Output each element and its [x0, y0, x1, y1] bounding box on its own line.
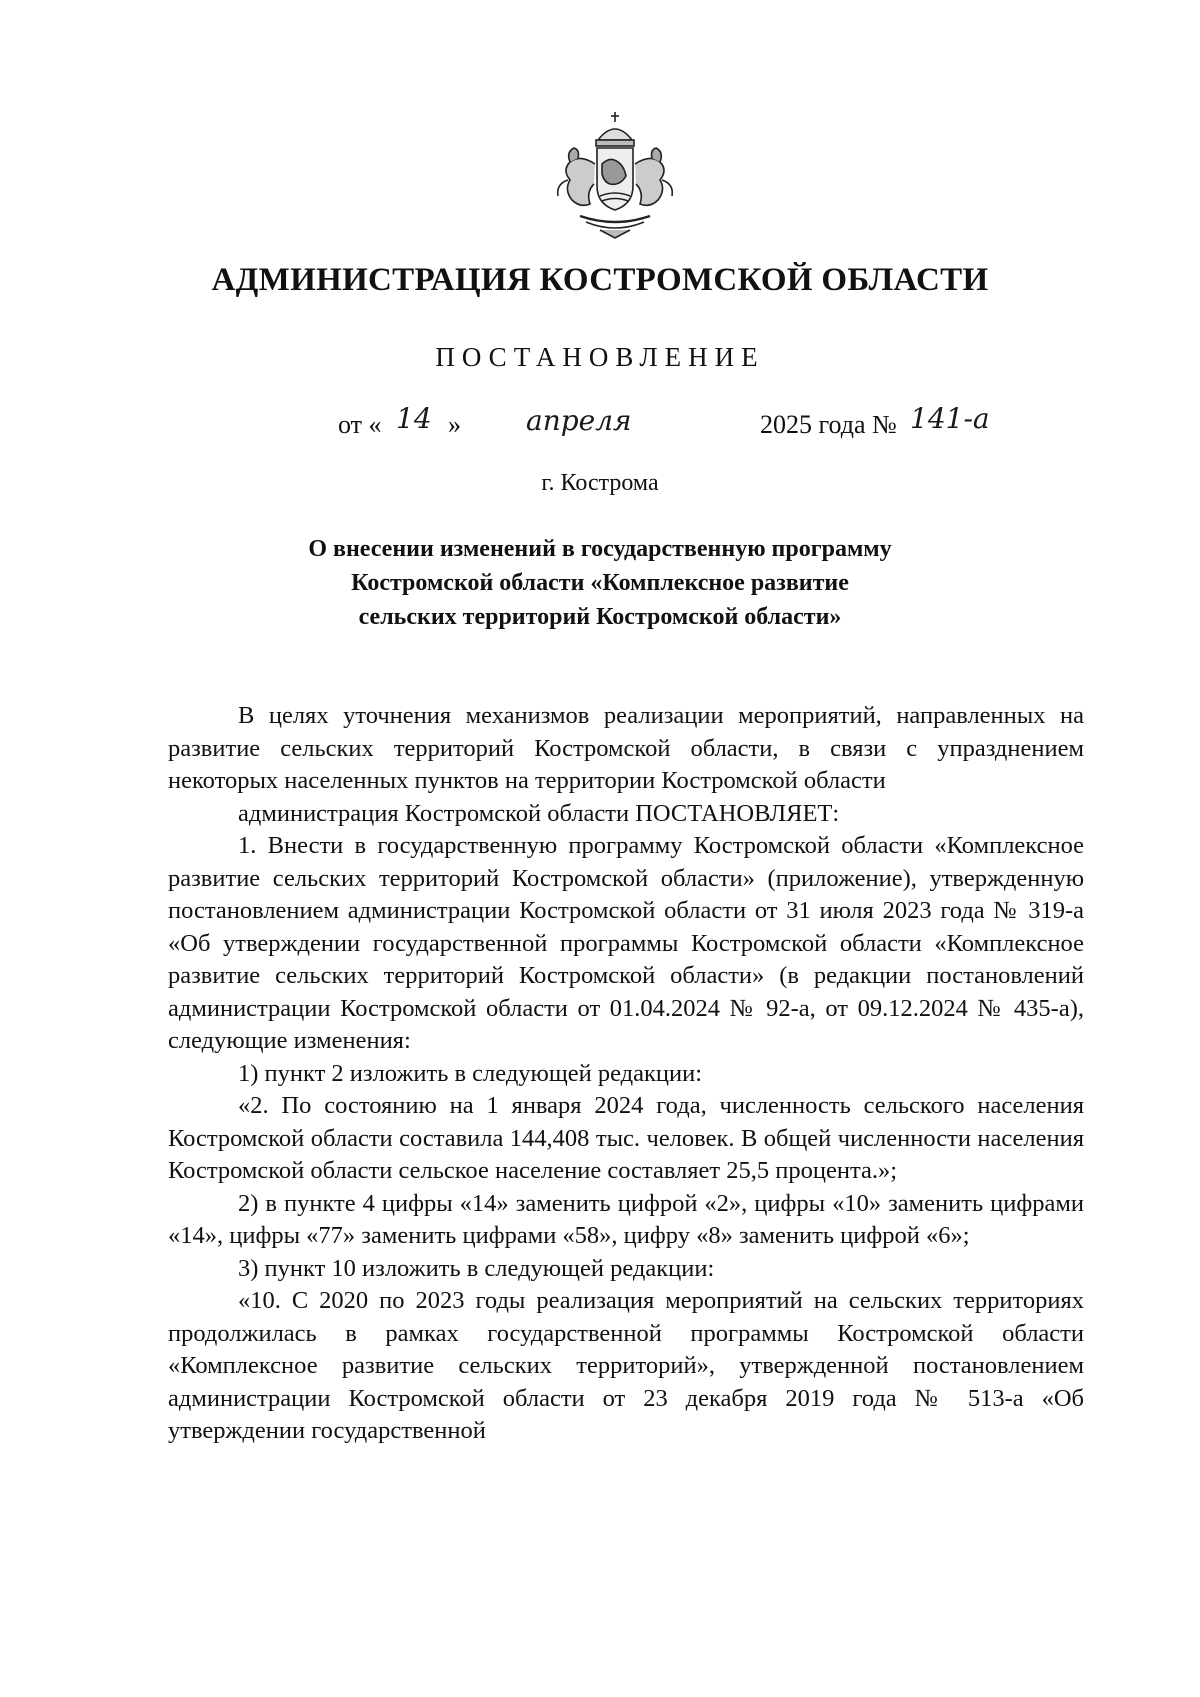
date-prefix: от « [338, 410, 382, 439]
body-paragraph: 3) пункт 10 изложить в следующей редакции: [238, 1254, 715, 1282]
date-quote-close: » [448, 410, 461, 439]
body-paragraph: 1) пункт 2 изложить в следующей редакции: [238, 1059, 703, 1087]
city: г. Кострома [541, 470, 659, 496]
document-number: 141-а [910, 402, 990, 435]
subject-line: сельских территорий Костромской области» [358, 604, 842, 630]
body-paragraph: В целях уточнения механизмов реализации мероприятий, направленных на развитие сельских территорий Костромской области, в связи с упразднением некоторых населенных пунктов на территории Костромской области [168, 702, 1084, 794]
body-paragraph: 2) в пункте 4 цифры «14» заменить цифрой «2», цифры «10» заменить цифрами «14», цифры «77» заменить цифрами «58», цифру «8» заменить цифрой «6»; [168, 1189, 1084, 1249]
subject-line: О внесении изменений в государственную программу [308, 536, 892, 562]
subject-line: Костромской области «Комплексное развитие [351, 570, 849, 596]
body-paragraph: «2. По состоянию на 1 января 2024 года, численность сельского населения Костромской области составила 144,408 тыс. человек. В общей численности населения Костромской области сельское население составляет 25,5 процента.»; [168, 1092, 1084, 1184]
date-month: апреля [526, 404, 632, 437]
document-subject [200, 532, 1000, 634]
document-type: ПОСТАНОВЛЕНИЕ [435, 342, 765, 372]
body-paragraph: 1. Внести в государственную программу Костромской области «Комплексное развитие сельских территорий Костромской области» (приложение), утвержденную постановлением администрации Костромской области от 31 июля 2023 года № 319-а «Об утверждении государственной программы Костромской области «Комплексное развитие сельских территорий Костромской области» (в редакции постановлений администрации Костромской области от 01.04.2024 № 92-а, от 09.12.2024 № 435-а), следующие изменения: [168, 832, 1084, 1054]
date-day: 14 [396, 402, 432, 435]
organization-title: АДМИНИСТРАЦИЯ КОСТРОМСКОЙ ОБЛАСТИ [211, 262, 989, 298]
date-line [0, 402, 1200, 452]
document-body [168, 700, 1084, 1448]
date-year-label: 2025 года № [760, 410, 897, 439]
coat-of-arms-icon [540, 104, 690, 254]
body-paragraph: «10. С 2020 по 2023 годы реализация мероприятий на сельских территориях продолжилась в рамках государственной программы Костромской области «Комплексное развитие сельских территорий», утвержденной постановлением администрации Костромской области от 23 декабря 2019 года № 513-а «Об утверждении государственной [168, 1287, 1084, 1444]
body-paragraph: администрация Костромской области ПОСТАНОВЛЯЕТ: [238, 799, 840, 827]
